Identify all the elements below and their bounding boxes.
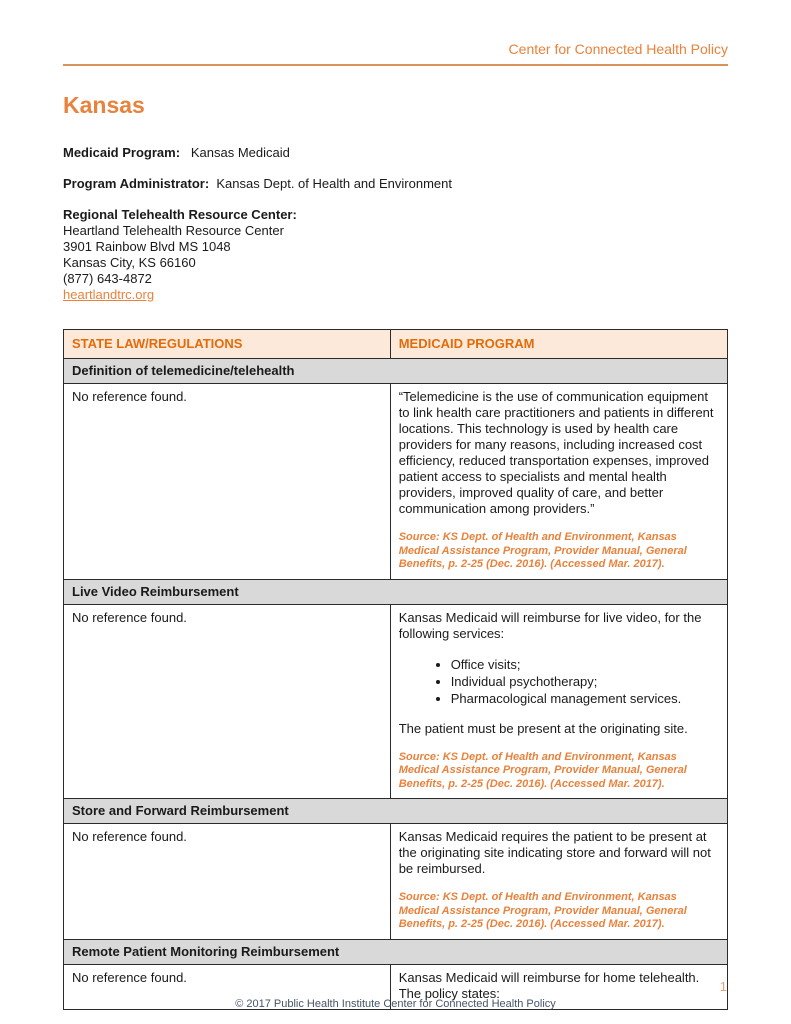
list-item: • Individual psychotherapy;	[451, 673, 719, 690]
medicaid-cell-store-forward	[390, 824, 727, 940]
list-item: • Pharmacological management services.	[451, 690, 719, 707]
program-admin-value: Kansas Dept. of Health and Environment	[216, 176, 452, 191]
state-law-cell-rpm: No reference found.	[64, 964, 391, 1009]
medicaid-cell-definition	[390, 384, 727, 580]
medicaid-program-label: Medicaid Program:	[63, 145, 181, 160]
live-video-services-list	[399, 656, 719, 707]
rtrc-street: 3901 Rainbow Blvd MS 1048	[63, 239, 231, 254]
col-header-medicaid: MEDICAID PROGRAM	[390, 330, 727, 359]
medicaid-program-line	[63, 145, 728, 161]
table-row	[64, 604, 728, 799]
section-store-forward	[64, 799, 728, 824]
section-rpm	[64, 939, 728, 964]
source-citation: Source: KS Dept. of Health and Environment, Kansas Medical Assistance Program, Provider Manual, General Benefits, p. 2-25 (Dec. 2016). (Accessed Mar. 2017).	[398, 531, 687, 570]
section-heading-definition: Definition of telemedicine/telehealth	[64, 359, 728, 384]
source-citation: Source: KS Dept. of Health and Environment, Kansas Medical Assistance Program, Provider Manual, General Benefits, p. 2-25 (Dec. 2016). (Accessed Mar. 2017).	[398, 750, 687, 790]
rtrc-city: Kansas City, KS 66160	[63, 255, 196, 270]
header-rule	[63, 64, 728, 66]
source-citation: Source: KS Dept. of Health and Environment, Kansas Medical Assistance Program, Provider Manual, General Benefits, p. 2-25 (Dec. 2016). (Accessed Mar. 2017).	[398, 891, 687, 930]
live-video-intro: Kansas Medicaid will reimburse for live video, for the following services:	[398, 609, 702, 641]
footer-copyright: © 2017 Public Health Institute Center for Connected Health Policy	[235, 998, 556, 1010]
medicaid-cell-live-video	[390, 604, 727, 799]
info-block	[63, 145, 728, 303]
page-number: 1	[719, 979, 727, 994]
doc-header	[63, 40, 728, 59]
rtrc-block	[63, 207, 728, 303]
section-definition	[64, 359, 728, 384]
definition-text: “Telemedicine is the use of communication equipment to link health care practitioners and patients in different locations. This technology is used by health care providers for many reasons, including increased cost efficiency, reduced transportation expenses, improved patient access to specialists and mental health providers, improved quality of care, and better communication among providers.”	[398, 389, 714, 516]
state-law-cell-live-video: No reference found.	[64, 604, 391, 799]
rtrc-name: Heartland Telehealth Resource Center	[63, 223, 284, 238]
section-heading-store-forward: Store and Forward Reimbursement	[64, 799, 728, 824]
org-name: Center for Connected Health Policy	[508, 41, 728, 57]
state-law-cell-definition: No reference found.	[64, 384, 391, 580]
table-row	[64, 824, 728, 940]
rtrc-website-link[interactable]: heartlandtrc.org	[63, 287, 155, 302]
policy-table	[63, 329, 728, 1010]
live-video-note: The patient must be present at the originating site.	[398, 720, 688, 736]
section-heading-rpm: Remote Patient Monitoring Reimbursement	[64, 939, 728, 964]
section-live-video	[64, 579, 728, 604]
state-law-cell-store-forward: No reference found.	[64, 824, 391, 940]
program-admin-label: Program Administrator:	[63, 176, 210, 191]
rtrc-phone: (877) 643-4872	[63, 271, 152, 286]
program-admin-line	[63, 176, 728, 192]
table-header-row	[64, 330, 728, 359]
list-item: • Office visits;	[451, 656, 719, 673]
rtrc-label: Regional Telehealth Resource Center:	[63, 207, 297, 222]
col-header-state-law: STATE LAW/REGULATIONS	[64, 330, 391, 359]
page-title: Kansas	[63, 92, 145, 118]
medicaid-program-value: Kansas Medicaid	[190, 145, 290, 160]
table-row	[64, 384, 728, 580]
section-heading-live-video: Live Video Reimbursement	[64, 579, 728, 604]
store-forward-text: Kansas Medicaid requires the patient to be present at the originating site indicating store and forward will not be reimbursed.	[398, 829, 711, 876]
rpm-text: Kansas Medicaid will reimburse for home telehealth. The policy states:	[398, 969, 700, 1001]
